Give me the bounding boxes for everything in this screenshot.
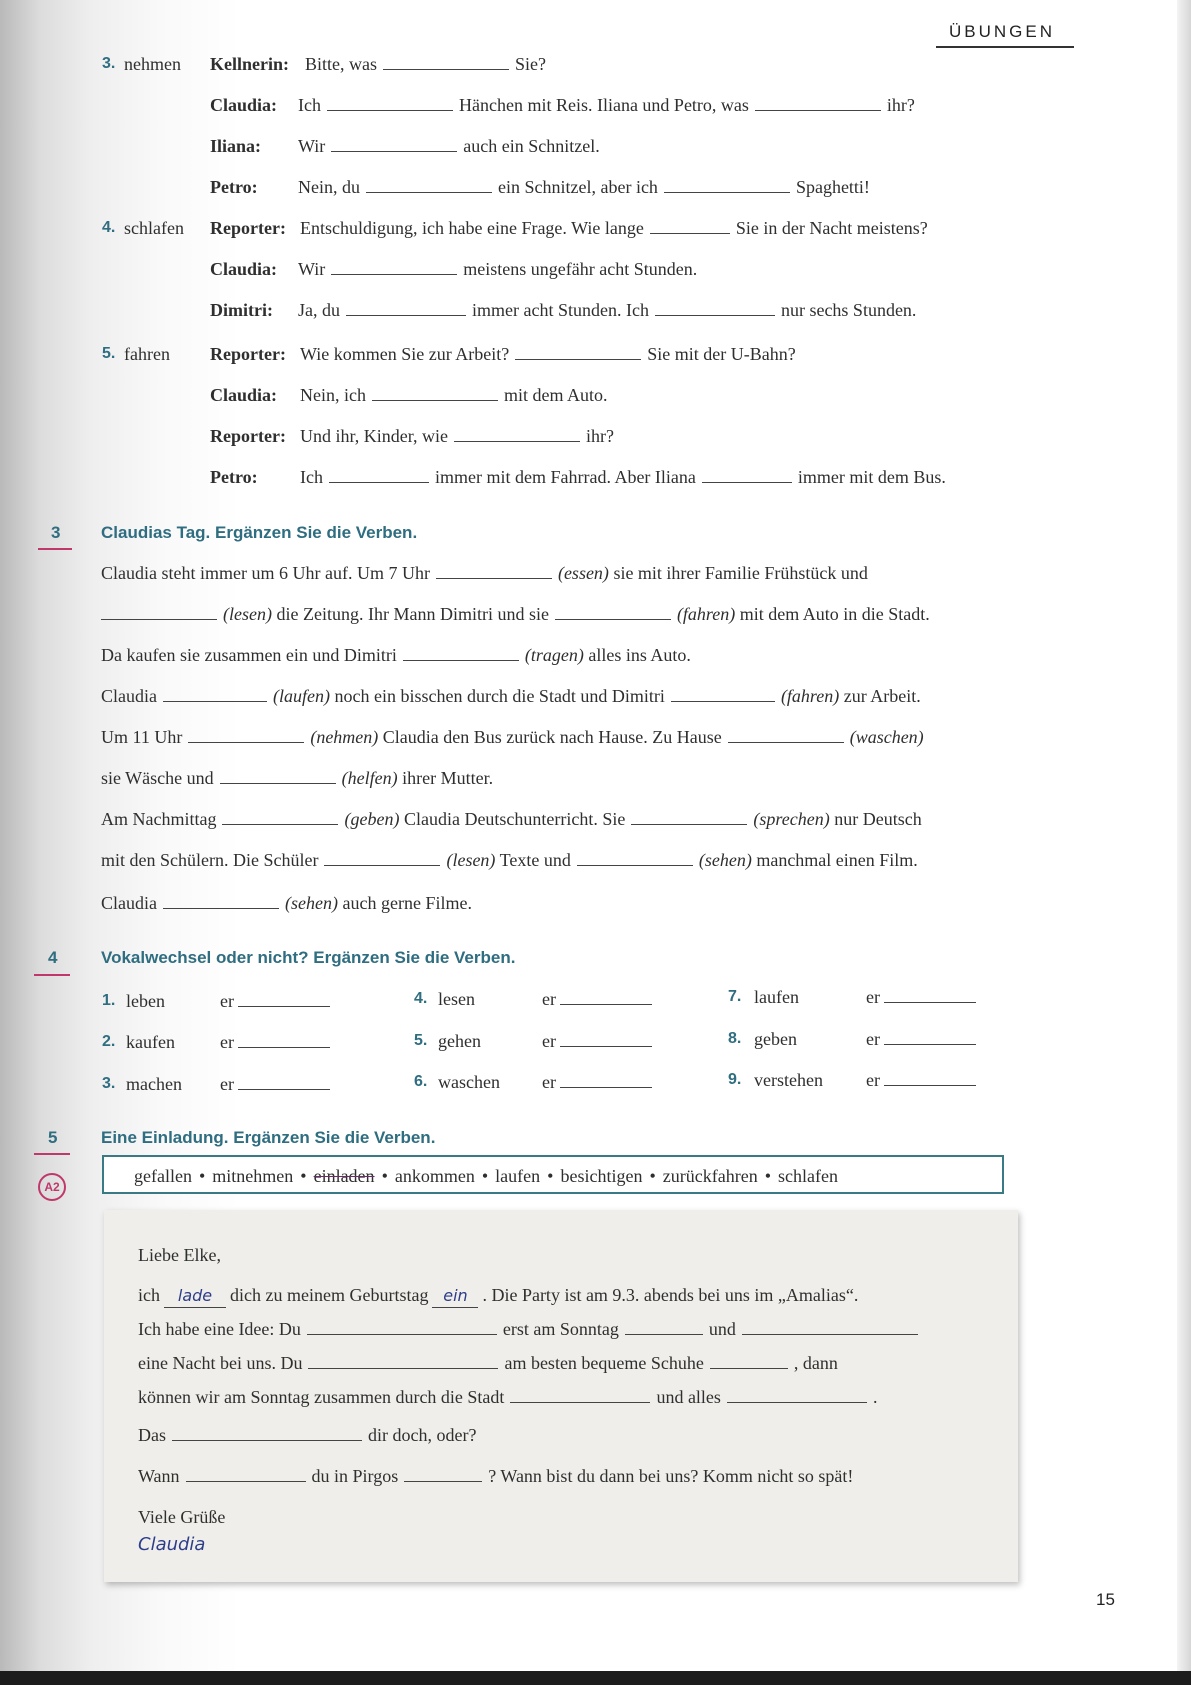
text: Bitte, was [305,54,377,74]
text: Das [138,1425,166,1445]
pronoun: er [866,1070,880,1090]
text: Claudia den Bus zurück nach Hause. Zu Hause [382,727,722,747]
pronoun-blank-line [866,1069,982,1091]
text: ihr? [586,426,615,446]
text: zur Arbeit. [843,686,921,706]
verb-hint: (lesen) [223,604,272,624]
word-item: mitnehmen [212,1166,294,1186]
text: immer acht Stunden. Ich [472,300,649,320]
text: Wir [298,136,326,156]
letter-line [138,1318,924,1340]
text: eine Nacht bei uns. Du [138,1353,303,1373]
pronoun: er [542,1031,556,1051]
pronoun-blank-line [542,1071,658,1093]
answer-blank[interactable] [324,849,440,866]
separator: • [764,1166,772,1186]
text: ein Schnitzel, aber ich [498,177,658,197]
separator: • [547,1166,554,1186]
answer-blank[interactable] [454,425,580,442]
pronoun-blank-line [220,1031,336,1053]
verb-hint: (sehen) [698,850,752,870]
text-line [101,892,472,914]
answer-blank[interactable] [710,1352,788,1369]
answer-blank[interactable] [728,726,844,743]
text: mit den Schülern. Die Schüler [101,850,319,870]
speaker: Reporter: [210,426,286,446]
header-rule [936,46,1074,48]
text-line [95,603,930,625]
verb-hint: (geben) [344,809,400,829]
exercise-title: Eine Einladung. Ergänzen Sie die Verben. [101,1128,436,1147]
exercise-marker [38,548,72,550]
answer-blank[interactable] [755,94,881,111]
text: Sie? [515,54,546,74]
item-verb: waschen [438,1072,500,1092]
speaker: Reporter: [210,218,286,238]
text: ihr? [886,95,915,115]
word-item-used: einladen [313,1166,375,1186]
word-item: laufen [495,1166,541,1186]
item-number: 5. [102,345,116,362]
letter-line [138,1386,877,1408]
answer-blank[interactable] [222,808,338,825]
text: Wann [138,1466,180,1486]
pronoun: er [220,991,234,1011]
exercise-title: Vokalwechsel oder nicht? Ergänzen Sie die Verben. [101,948,516,967]
answer-blank[interactable] [631,808,747,825]
dialogue-line [300,217,928,239]
separator: • [481,1166,489,1186]
text: am besten bequeme Schuhe [504,1353,704,1373]
text: Nein, du [298,177,360,197]
handwritten-answer: lade [177,1286,213,1305]
text: nur Deutsch [834,809,922,829]
word-bank [102,1155,1004,1194]
exercise-title: Claudias Tag. Ergänzen Sie die Verben. [101,523,418,542]
pronoun-blank-line [866,986,982,1008]
item-verb: geben [754,1029,797,1049]
pronoun: er [866,1029,880,1049]
exercise-marker [34,974,70,976]
answer-blank[interactable] [331,135,457,152]
letter-line [138,1352,838,1374]
verb-hint: (nehmen) [310,727,379,747]
text-line [101,849,918,871]
speaker: Kellnerin: [210,54,289,74]
letter-greeting: Liebe Elke, [138,1245,221,1265]
answer-blank[interactable] [664,176,790,193]
dialogue-line [300,343,796,365]
answer-blank[interactable] [383,53,509,70]
answer-blank[interactable] [220,767,336,784]
answer-blank[interactable] [671,685,775,702]
item-number: 7. [728,988,742,1005]
answer-blank[interactable] [186,1465,306,1482]
pronoun-blank-line [220,990,336,1012]
speaker: Petro: [210,177,258,197]
speaker: Iliana: [210,136,262,156]
answer-blank-filled[interactable] [164,1284,226,1308]
text: Entschuldigung, ich habe eine Frage. Wie lange [300,218,644,238]
answer-blank[interactable] [329,466,429,483]
answer-blank[interactable] [555,603,671,620]
separator: • [300,1166,307,1186]
verb-hint: (tragen) [524,645,584,665]
text: . [872,1387,878,1407]
text: Am Nachmittag [101,809,217,829]
exercise-number: 4 [48,948,58,967]
text: ? Wann bist du dann bei uns? Komm nicht so spät! [488,1466,854,1486]
page-header-title: ÜBUNGEN [948,22,1055,41]
dialogue-line [300,466,946,488]
item-verb: kaufen [126,1032,175,1052]
item-verb: leben [126,991,165,1011]
word-item: gefallen [134,1166,192,1186]
verb-hint: (sprechen) [753,809,830,829]
item-number: 3. [102,1075,116,1092]
pronoun: er [542,1072,556,1092]
answer-blank[interactable] [331,258,457,275]
verb-hint: (sehen) [285,893,338,913]
pronoun: er [220,1032,234,1052]
answer-blank[interactable] [625,1318,703,1335]
text-line [101,562,868,584]
handwritten-answer: ein [443,1286,468,1305]
separator: • [381,1166,388,1186]
text: ich [138,1285,160,1305]
verb-hint: (laufen) [273,686,330,706]
speaker: Claudia: [210,95,278,115]
speaker: Claudia: [210,385,278,405]
dialogue-line [298,299,916,321]
pronoun-blank-line [542,988,658,1010]
answer-blank[interactable] [404,1465,482,1482]
answer-blank[interactable] [346,299,466,316]
text: . Die Party ist am 9.3. abends bei uns im „Amalias“. [482,1285,859,1305]
item-number: 6. [414,1073,428,1090]
answer-blank[interactable] [884,986,976,1003]
exercise-number: 5 [48,1128,58,1147]
text: Texte und [499,850,571,870]
text-line [101,644,691,666]
item-number: 4. [102,219,116,236]
text: die Zeitung. Ihr Mann Dimitri und sie [276,604,549,624]
dialogue-line [298,94,915,116]
answer-blank[interactable] [163,685,267,702]
answer-blank[interactable] [884,1028,976,1045]
answer-blank[interactable] [366,176,492,193]
word-item: besichtigen [560,1166,643,1186]
letter-signature: Claudia [138,1534,206,1555]
letter-line [138,1284,858,1308]
text: manchmal einen Film. [756,850,918,870]
text: Ich [300,467,323,487]
answer-blank[interactable] [307,1318,497,1335]
text: Claudia [101,893,157,913]
item-number: 9. [728,1071,742,1088]
text: dir doch, oder? [368,1425,477,1445]
dialogue-line [298,135,600,157]
speaker: Petro: [210,467,258,487]
dialogue-line [300,425,614,447]
text: Sie mit der U-Bahn? [647,344,796,364]
pronoun: er [866,987,880,1007]
text: und [708,1319,736,1339]
item-verb: machen [126,1074,182,1094]
speaker: Claudia: [210,259,278,279]
answer-blank[interactable] [577,849,693,866]
text: noch ein bisschen durch die Stadt und Dimitri [334,686,665,706]
item-verb: fahren [124,344,170,364]
text: sie Wäsche und [101,768,214,788]
item-number: 5. [414,1032,428,1049]
text: Um 11 Uhr [101,727,183,747]
answer-blank[interactable] [655,299,775,316]
item-number: 2. [102,1033,116,1050]
level-badge: A2 [38,1173,66,1201]
verb-hint: (lesen) [446,850,496,870]
answer-blank[interactable] [238,1073,330,1090]
answer-blank[interactable] [884,1069,976,1086]
text: mit dem Auto. [503,385,608,405]
text: sie mit ihrer Familie Frühstück und [613,563,868,583]
speaker: Dimitri: [210,300,273,320]
answer-blank[interactable] [163,892,279,909]
text: können wir am Sonntag zusammen durch die Stadt [138,1387,505,1407]
text: immer mit dem Bus. [797,467,946,487]
text: auch gerne Filme. [342,893,472,913]
pronoun-blank-line [866,1028,982,1050]
pronoun-blank-line [220,1073,336,1095]
text-line [101,808,922,830]
answer-blank[interactable] [742,1318,918,1335]
text: dich zu meinem Geburtstag [230,1285,429,1305]
text: Ich habe eine Idee: Du [138,1319,301,1339]
text: Claudia [101,686,157,706]
text: Claudia Deutschunterricht. Sie [403,809,626,829]
text: Claudia steht immer um 6 Uhr auf. Um 7 Uhr [101,563,430,583]
text: mit dem Auto in die Stadt. [739,604,930,624]
text: alles ins Auto. [588,645,691,665]
answer-blank-filled[interactable] [432,1284,478,1308]
answer-blank[interactable] [702,466,792,483]
pronoun: er [542,989,556,1009]
text: und alles [656,1387,721,1407]
answer-blank[interactable] [172,1424,362,1441]
item-verb: schlafen [124,218,184,238]
verb-hint: (fahren) [676,604,736,624]
answer-blank[interactable] [560,988,652,1005]
text: Ich [298,95,321,115]
answer-blank[interactable] [560,1030,652,1047]
text: Wir [298,259,326,279]
exercise-number: 3 [51,523,61,542]
text: ihrer Mutter. [402,768,494,788]
dialogue-line [298,258,697,280]
answer-blank[interactable] [101,603,217,620]
text-line [101,685,921,707]
item-number: 4. [414,990,428,1007]
item-verb: verstehen [754,1070,823,1090]
text: nur sechs Stunden. [780,300,917,320]
word-item: zurückfahren [662,1166,758,1186]
text: Wie kommen Sie zur Arbeit? [300,344,510,364]
answer-blank[interactable] [308,1352,498,1369]
word-item: schlafen [778,1166,838,1186]
word-item: ankommen [394,1166,475,1186]
answer-blank[interactable] [372,384,498,401]
item-verb: laufen [754,987,799,1007]
answer-blank[interactable] [436,562,552,579]
answer-blank[interactable] [510,1386,650,1403]
item-verb: lesen [438,989,475,1009]
answer-blank[interactable] [327,94,453,111]
text: Da kaufen sie zusammen ein und Dimitri [101,645,397,665]
text: Hänchen mit Reis. Iliana und Petro, was [458,95,749,115]
answer-blank[interactable] [403,644,519,661]
text: meistens ungefähr acht Stunden. [463,259,698,279]
text: Nein, ich [300,385,366,405]
speaker: Reporter: [210,344,286,364]
dialogue-line [305,53,546,75]
exercise-marker [34,1153,70,1155]
text: Und ihr, Kinder, wie [300,426,449,446]
item-number: 3. [102,55,116,72]
text: Spaghetti! [795,177,870,197]
letter-line [138,1424,476,1446]
text: immer mit dem Fahrrad. Aber Iliana [434,467,696,487]
item-number: 8. [728,1030,742,1047]
item-verb: nehmen [124,54,181,74]
text: , dann [793,1353,838,1373]
text: Sie in der Nacht meistens? [735,218,928,238]
pronoun-blank-line [542,1030,658,1052]
verb-hint: (waschen) [849,727,924,747]
answer-blank[interactable] [560,1071,652,1088]
answer-blank[interactable] [515,343,641,360]
verb-hint: (helfen) [341,768,398,788]
answer-blank[interactable] [238,1031,330,1048]
letter-closing: Viele Grüße [138,1507,226,1527]
text: erst am Sonntag [502,1319,619,1339]
answer-blank[interactable] [727,1386,867,1403]
text: Ja, du [298,300,340,320]
item-verb: gehen [438,1031,481,1051]
text: auch ein Schnitzel. [463,136,600,156]
answer-blank[interactable] [188,726,304,743]
scan-bottom-bar [0,1671,1191,1685]
verb-hint: (essen) [557,563,609,583]
verb-hint: (fahren) [780,686,840,706]
separator: • [198,1166,206,1186]
text-line [101,726,924,748]
page-edge-shadow [1177,0,1191,1685]
dialogue-line [298,176,870,198]
text: du in Pirgos [311,1466,399,1486]
pronoun: er [220,1074,234,1094]
text-line [101,767,493,789]
separator: • [649,1166,656,1186]
item-number: 1. [102,992,116,1009]
answer-blank[interactable] [650,217,730,234]
answer-blank[interactable] [238,990,330,1007]
letter-line [138,1465,853,1487]
dialogue-line [300,384,607,406]
page-number: 15 [1096,1590,1115,1609]
invitation-letter [104,1210,1018,1582]
